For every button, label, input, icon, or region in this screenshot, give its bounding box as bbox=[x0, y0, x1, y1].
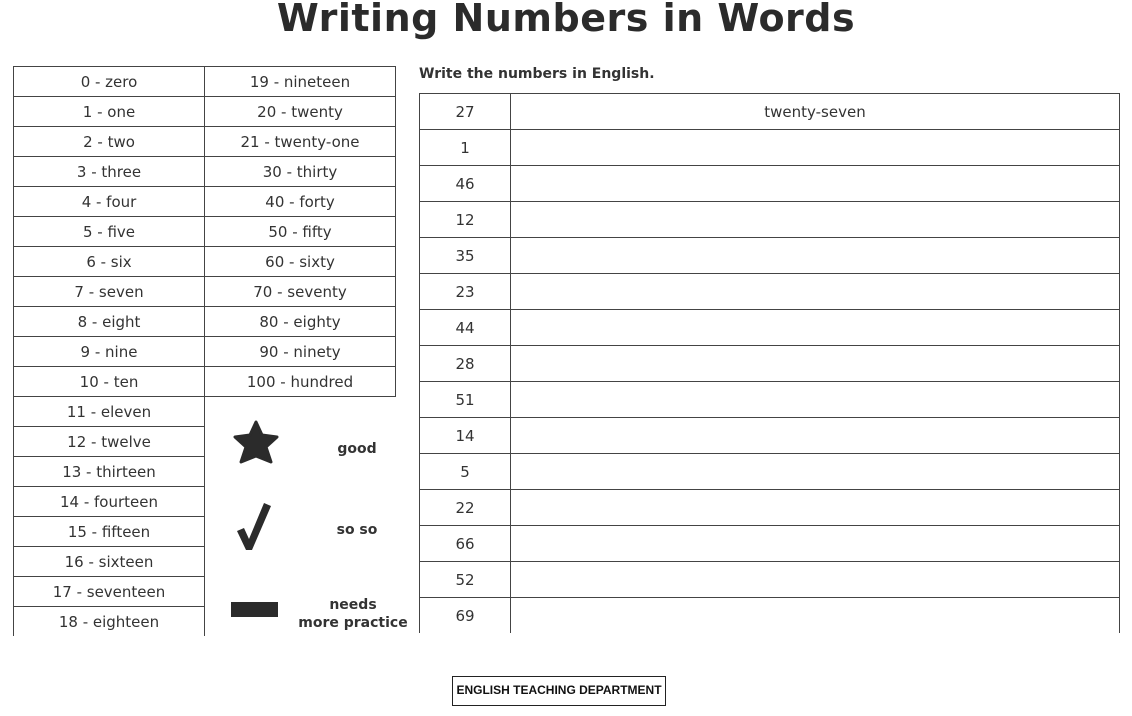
reference-cell: 90 - ninety bbox=[205, 337, 396, 367]
exercise-row bbox=[420, 274, 1120, 310]
reference-cell: 40 - forty bbox=[205, 187, 396, 217]
reference-cell: 19 - nineteen bbox=[205, 67, 396, 97]
reference-cell: 16 - sixteen bbox=[14, 547, 205, 577]
exercise-answer-field[interactable] bbox=[511, 598, 1120, 634]
reference-cell: 10 - ten bbox=[14, 367, 205, 397]
exercise-answer-field[interactable] bbox=[511, 526, 1120, 562]
key-label-needs-practice bbox=[295, 596, 411, 632]
reference-cell: 30 - thirty bbox=[205, 157, 396, 187]
reference-cell: 1 - one bbox=[14, 97, 205, 127]
exercise-answer-field[interactable] bbox=[511, 490, 1120, 526]
reference-row bbox=[14, 67, 396, 97]
exercise-row bbox=[420, 490, 1120, 526]
star-icon bbox=[232, 420, 280, 466]
reference-cell: 14 - fourteen bbox=[14, 487, 205, 517]
reference-cell: 21 - twenty-one bbox=[205, 127, 396, 157]
reference-cell: 5 - five bbox=[14, 217, 205, 247]
key-label-line-2: more practice bbox=[298, 615, 408, 631]
reference-cell: 8 - eight bbox=[14, 307, 205, 337]
reference-row bbox=[14, 337, 396, 367]
exercise-number: 51 bbox=[420, 382, 511, 418]
exercise-answer-field[interactable] bbox=[511, 418, 1120, 454]
exercise-number: 46 bbox=[420, 166, 511, 202]
exercise-number: 22 bbox=[420, 490, 511, 526]
reference-cell: 20 - twenty bbox=[205, 97, 396, 127]
reference-row bbox=[14, 367, 396, 397]
exercise-number: 1 bbox=[420, 130, 511, 166]
reference-row bbox=[14, 397, 396, 427]
reference-cell: 7 - seven bbox=[14, 277, 205, 307]
reference-cell: 6 - six bbox=[14, 247, 205, 277]
exercise-answer-field[interactable] bbox=[511, 202, 1120, 238]
exercise-answer-field[interactable] bbox=[511, 238, 1120, 274]
dash-icon bbox=[231, 602, 278, 617]
reference-cell: 100 - hundred bbox=[205, 367, 396, 397]
reference-cell: 80 - eighty bbox=[205, 307, 396, 337]
exercise-row bbox=[420, 130, 1120, 166]
exercise-answer-field[interactable]: twenty-seven bbox=[511, 94, 1120, 130]
exercise-row bbox=[420, 454, 1120, 490]
reference-cell: 2 - two bbox=[14, 127, 205, 157]
exercise-answer-field[interactable] bbox=[511, 382, 1120, 418]
key-label-so-so: so so bbox=[336, 522, 378, 538]
exercise-table bbox=[419, 93, 1120, 633]
reference-row bbox=[14, 127, 396, 157]
page-title: Writing Numbers in Words bbox=[276, 0, 856, 40]
exercise-answer-field[interactable] bbox=[511, 274, 1120, 310]
exercise-number: 35 bbox=[420, 238, 511, 274]
exercise-number: 5 bbox=[420, 454, 511, 490]
exercise-number: 44 bbox=[420, 310, 511, 346]
exercise-row bbox=[420, 382, 1120, 418]
exercise-answer-field[interactable] bbox=[511, 130, 1120, 166]
reference-cell: 13 - thirteen bbox=[14, 457, 205, 487]
reference-row bbox=[14, 277, 396, 307]
exercise-answer-field[interactable] bbox=[511, 310, 1120, 346]
reference-row bbox=[14, 97, 396, 127]
reference-row bbox=[14, 457, 396, 487]
exercise-number: 69 bbox=[420, 598, 511, 634]
exercise-row bbox=[420, 238, 1120, 274]
exercise-row bbox=[420, 202, 1120, 238]
exercise-number: 27 bbox=[420, 94, 511, 130]
reference-cell: 15 - fifteen bbox=[14, 517, 205, 547]
reference-row bbox=[14, 307, 396, 337]
exercise-number: 12 bbox=[420, 202, 511, 238]
exercise-row bbox=[420, 526, 1120, 562]
exercise-answer-field[interactable] bbox=[511, 166, 1120, 202]
reference-cell: 50 - fifty bbox=[205, 217, 396, 247]
key-label-good: good bbox=[337, 441, 377, 457]
key-label-line-1: needs bbox=[329, 597, 377, 613]
reference-row bbox=[14, 187, 396, 217]
footer-department: ENGLISH TEACHING DEPARTMENT bbox=[452, 676, 666, 706]
exercise-instruction: Write the numbers in English. bbox=[419, 66, 655, 82]
checkmark-icon bbox=[234, 501, 274, 553]
reference-cell: 3 - three bbox=[14, 157, 205, 187]
exercise-row bbox=[420, 310, 1120, 346]
reference-cell: 70 - seventy bbox=[205, 277, 396, 307]
number-reference-table bbox=[13, 66, 396, 636]
reference-cell: 12 - twelve bbox=[14, 427, 205, 457]
exercise-answer-field[interactable] bbox=[511, 346, 1120, 382]
reference-cell: 17 - seventeen bbox=[14, 577, 205, 607]
reference-cell: 0 - zero bbox=[14, 67, 205, 97]
exercise-number: 28 bbox=[420, 346, 511, 382]
exercise-row bbox=[420, 346, 1120, 382]
reference-cell: 11 - eleven bbox=[14, 397, 205, 427]
reference-row bbox=[14, 547, 396, 577]
exercise-number: 23 bbox=[420, 274, 511, 310]
reference-row bbox=[14, 217, 396, 247]
exercise-answer-field[interactable] bbox=[511, 454, 1120, 490]
exercise-row bbox=[420, 562, 1120, 598]
reference-row bbox=[14, 247, 396, 277]
reference-cell: 4 - four bbox=[14, 187, 205, 217]
exercise-number: 14 bbox=[420, 418, 511, 454]
exercise-number: 66 bbox=[420, 526, 511, 562]
exercise-answer-field[interactable] bbox=[511, 562, 1120, 598]
reference-cell: 60 - sixty bbox=[205, 247, 396, 277]
exercise-row bbox=[420, 94, 1120, 130]
reference-row bbox=[14, 157, 396, 187]
exercise-number: 52 bbox=[420, 562, 511, 598]
reference-cell: 9 - nine bbox=[14, 337, 205, 367]
reference-cell: 18 - eighteen bbox=[14, 607, 205, 637]
reference-row bbox=[14, 487, 396, 517]
exercise-row bbox=[420, 598, 1120, 634]
exercise-row bbox=[420, 418, 1120, 454]
exercise-row bbox=[420, 166, 1120, 202]
